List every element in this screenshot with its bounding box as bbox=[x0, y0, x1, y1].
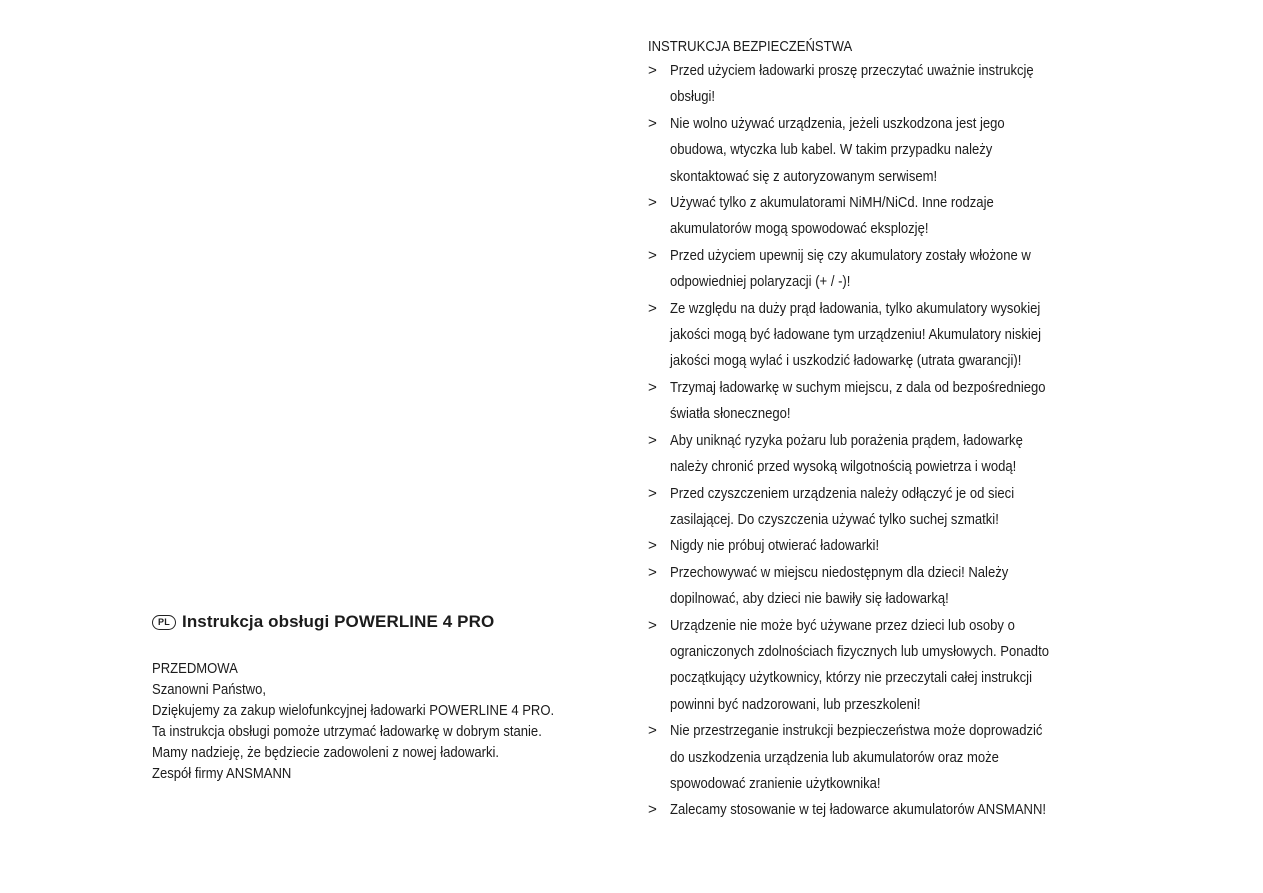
safety-item-line: Nie wolno używać urządzenia, jeżeli uszkodzona jest jego bbox=[670, 114, 1005, 132]
safety-item-text bbox=[670, 560, 1118, 613]
safety-item bbox=[648, 58, 1118, 111]
safety-item-text bbox=[670, 718, 1118, 797]
safety-item-line: Przed czyszczeniem urządzenia należy odłączyć je od sieci bbox=[670, 484, 1015, 502]
safety-item-line: należy chronić przed wysoką wilgotnością powietrza i wodą! bbox=[670, 458, 1017, 476]
safety-item-text bbox=[670, 428, 1118, 481]
bullet-marker: > bbox=[648, 722, 657, 740]
safety-item-line: spowodować zranienie użytkownika! bbox=[670, 774, 881, 792]
safety-item-line: powinni być nadzorowani, lub przeszkoleni! bbox=[670, 695, 921, 713]
safety-item bbox=[648, 533, 1118, 559]
bullet-marker: > bbox=[648, 378, 657, 396]
safety-item-line: Urządzenie nie może być używane przez dzieci lub osoby o bbox=[670, 616, 1015, 634]
safety-item-line: skontaktować się z autoryzowanym serwisem! bbox=[670, 167, 938, 185]
safety-item-text bbox=[670, 797, 1118, 823]
safety-item bbox=[648, 481, 1118, 534]
safety-item-text bbox=[670, 296, 1118, 375]
safety-item-text bbox=[670, 375, 1118, 428]
bullet-marker: > bbox=[648, 563, 657, 581]
bullet-marker: > bbox=[648, 62, 657, 79]
safety-item-line: jakości mogą wylać i uszkodzić ładowarkę (utrata gwarancji)! bbox=[670, 352, 1022, 370]
safety-item bbox=[648, 718, 1118, 797]
language-badge-pl: PL bbox=[152, 615, 176, 630]
safety-item-line: Trzymaj ładowarkę w suchym miejscu, z dala od bezpośredniego bbox=[670, 378, 1046, 396]
safety-item-line: obsługi! bbox=[670, 88, 716, 106]
safety-item bbox=[648, 613, 1118, 719]
bullet-marker: > bbox=[648, 114, 657, 132]
safety-heading: INSTRUKCJA BEZPIECZEŃSTWA bbox=[648, 38, 853, 55]
preface-line: Zespół firmy ANSMANN bbox=[152, 765, 292, 782]
preface-line: Mamy nadzieję, że będziecie zadowoleni z nowej ładowarki. bbox=[152, 744, 500, 761]
safety-item bbox=[648, 243, 1118, 296]
preface-line: Szanowni Państwo, bbox=[152, 681, 266, 698]
safety-item bbox=[648, 375, 1118, 428]
safety-item-line: Ze względu na duży prąd ładowania, tylko akumulatory wysokiej bbox=[670, 299, 1041, 317]
bullet-marker: > bbox=[648, 616, 657, 634]
safety-item bbox=[648, 560, 1118, 613]
safety-item bbox=[648, 797, 1118, 823]
preface-text bbox=[152, 679, 622, 784]
safety-item-line: odpowiedniej polaryzacji (+ / -)! bbox=[670, 273, 851, 291]
safety-item-line: Zalecamy stosowanie w tej ładowarce akumulatorów ANSMANN! bbox=[670, 801, 1047, 819]
safety-item-line: obudowa, wtyczka lub kabel. W takim przypadku należy bbox=[670, 141, 993, 159]
bullet-marker: > bbox=[648, 801, 657, 819]
safety-item-text bbox=[670, 481, 1118, 534]
safety-item bbox=[648, 296, 1118, 375]
safety-item-line: Używać tylko z akumulatorami NiMH/NiCd. Inne rodzaje bbox=[670, 194, 994, 212]
safety-item-line: początkujący użytkownicy, którzy nie przeczytali całej instrukcji bbox=[670, 669, 1032, 687]
safety-list bbox=[648, 58, 1118, 824]
safety-item-text bbox=[670, 533, 1118, 559]
safety-item-text bbox=[670, 243, 1118, 296]
safety-item-text bbox=[670, 613, 1118, 719]
document-title: Instrukcja obsługi POWERLINE 4 PRO bbox=[182, 612, 495, 631]
safety-item-line: Aby uniknąć ryzyka pożaru lub porażenia prądem, ładowarkę bbox=[670, 431, 1023, 449]
preface-line: Dziękujemy za zakup wielofunkcyjnej ładowarki POWERLINE 4 PRO. bbox=[152, 702, 555, 719]
safety-item-text bbox=[670, 58, 1118, 111]
safety-item-line: jakości mogą być ładowane tym urządzeniu! Akumulatory niskiej bbox=[670, 326, 1041, 344]
bullet-marker: > bbox=[648, 246, 657, 264]
safety-item-line: akumulatorów mogą spowodować eksplozję! bbox=[670, 220, 929, 238]
safety-item-text bbox=[670, 190, 1118, 243]
safety-item-line: Przed użyciem ładowarki proszę przeczytać uważnie instrukcję bbox=[670, 62, 1034, 79]
safety-item-text bbox=[670, 111, 1118, 190]
preface-heading: PRZEDMOWA bbox=[152, 660, 238, 677]
bullet-marker: > bbox=[648, 484, 657, 502]
preface-column bbox=[152, 612, 622, 784]
document-title-row bbox=[152, 612, 622, 632]
preface-line: Ta instrukcja obsługi pomoże utrzymać ładowarkę w dobrym stanie. bbox=[152, 723, 542, 740]
safety-item-line: Nigdy nie próbuj otwierać ładowarki! bbox=[670, 537, 880, 555]
safety-item-line: Przechowywać w miejscu niedostępnym dla dzieci! Należy bbox=[670, 563, 1009, 581]
safety-item-line: do uszkodzenia urządzenia lub akumulatorów oraz może bbox=[670, 748, 999, 766]
safety-item-line: światła słonecznego! bbox=[670, 405, 791, 423]
bullet-marker: > bbox=[648, 431, 657, 449]
bullet-marker: > bbox=[648, 537, 657, 555]
safety-item bbox=[648, 111, 1118, 190]
safety-item-line: dopilnować, aby dzieci nie bawiły się ładowarką! bbox=[670, 590, 949, 608]
bullet-marker: > bbox=[648, 299, 657, 317]
safety-item-line: zasilającej. Do czyszczenia używać tylko suchej szmatki! bbox=[670, 510, 999, 528]
safety-item-line: Przed użyciem upewnij się czy akumulatory zostały włożone w bbox=[670, 246, 1031, 264]
safety-item-line: ograniczonych zdolnościach fizycznych lub umysłowych. Ponadto bbox=[670, 642, 1049, 660]
bullet-marker: > bbox=[648, 194, 657, 212]
safety-column bbox=[648, 36, 1118, 824]
safety-item bbox=[648, 190, 1118, 243]
safety-item bbox=[648, 428, 1118, 481]
safety-item-line: Nie przestrzeganie instrukcji bezpieczeństwa może doprowadzić bbox=[670, 722, 1043, 740]
